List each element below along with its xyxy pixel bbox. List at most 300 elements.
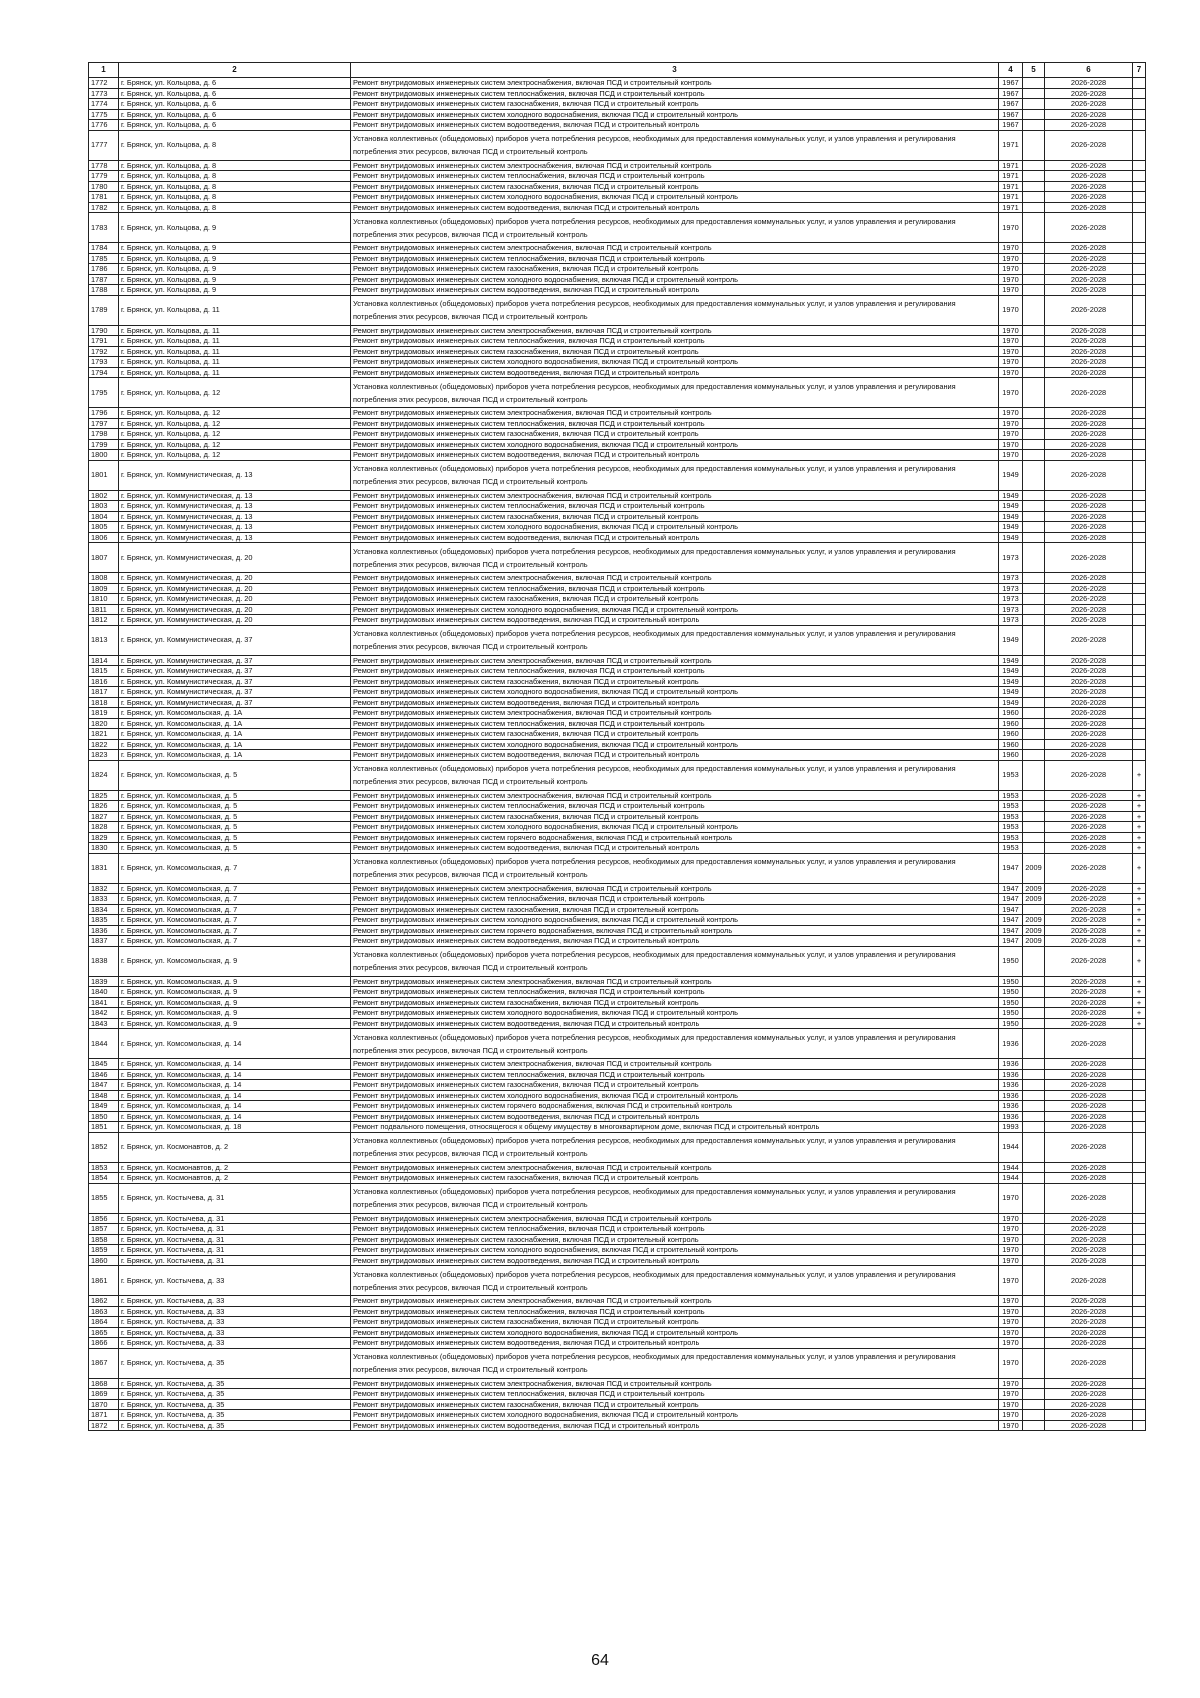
planned-period-cell: 2026-2028 <box>1045 367 1133 378</box>
work-type-cell: Ремонт внутридомовых инженерных систем электроснабжения, включая ПСД и строительный контроль <box>351 1378 999 1389</box>
last-repair-year-cell <box>1023 450 1045 461</box>
row-number-cell: 1866 <box>89 1338 119 1349</box>
build-year-cell: 1970 <box>999 1296 1023 1307</box>
work-type-cell: Ремонт внутридомовых инженерных систем водоотведения, включая ПСД и строительный контроль <box>351 750 999 761</box>
row-number-cell: 1795 <box>89 378 119 408</box>
row-number-cell: 1857 <box>89 1224 119 1235</box>
last-repair-year-cell <box>1023 336 1045 347</box>
table-row <box>89 1224 1146 1235</box>
last-repair-year-cell <box>1023 501 1045 512</box>
address-cell: г. Брянск, ул. Кольцова, д. 11 <box>119 295 351 325</box>
table-row <box>89 1234 1146 1245</box>
mark-cell <box>1133 750 1146 761</box>
last-repair-year-cell <box>1023 378 1045 408</box>
address-cell: г. Брянск, ул. Комсомольская, д. 7 <box>119 936 351 947</box>
work-type-cell: Ремонт внутридомовых инженерных систем газоснабжения, включая ПСД и строительный контроль <box>351 429 999 440</box>
mark-cell <box>1133 1378 1146 1389</box>
build-year-cell: 1953 <box>999 801 1023 812</box>
table-row <box>89 1266 1146 1296</box>
planned-period-cell: 2026-2028 <box>1045 750 1133 761</box>
build-year-cell: 1947 <box>999 925 1023 936</box>
work-type-cell: Ремонт внутридомовых инженерных систем водоотведения, включая ПСД и строительный контроль <box>351 450 999 461</box>
table-row <box>89 120 1146 131</box>
row-number-cell: 1800 <box>89 450 119 461</box>
table-row <box>89 99 1146 110</box>
mark-cell <box>1133 697 1146 708</box>
build-year-cell: 1970 <box>999 336 1023 347</box>
build-year-cell: 1949 <box>999 625 1023 655</box>
planned-period-cell: 2026-2028 <box>1045 936 1133 947</box>
table-row <box>89 729 1146 740</box>
mark-cell: + <box>1133 1008 1146 1019</box>
table-row <box>89 904 1146 915</box>
last-repair-year-cell <box>1023 1018 1045 1029</box>
row-number-cell: 1841 <box>89 997 119 1008</box>
mark-cell <box>1133 1029 1146 1059</box>
work-type-cell: Ремонт внутридомовых инженерных систем теплоснабжения, включая ПСД и строительный контроль <box>351 418 999 429</box>
mark-cell <box>1133 450 1146 461</box>
address-cell: г. Брянск, ул. Комсомольская, д. 1А <box>119 739 351 750</box>
planned-period-cell: 2026-2028 <box>1045 853 1133 883</box>
planned-period-cell: 2026-2028 <box>1045 894 1133 905</box>
row-number-cell: 1851 <box>89 1122 119 1133</box>
mark-cell <box>1133 1410 1146 1421</box>
build-year-cell: 1949 <box>999 522 1023 533</box>
work-type-cell: Ремонт внутридомовых инженерных систем водоотведения, включая ПСД и строительный контроль <box>351 285 999 296</box>
work-type-cell: Ремонт внутридомовых инженерных систем газоснабжения, включая ПСД и строительный контроль <box>351 181 999 192</box>
row-number-cell: 1796 <box>89 408 119 419</box>
last-repair-year-cell <box>1023 1410 1045 1421</box>
address-cell: г. Брянск, ул. Кольцова, д. 6 <box>119 88 351 99</box>
address-cell: г. Брянск, ул. Комсомольская, д. 1А <box>119 718 351 729</box>
mark-cell <box>1133 1255 1146 1266</box>
address-cell: г. Брянск, ул. Космонавтов, д. 2 <box>119 1162 351 1173</box>
planned-period-cell: 2026-2028 <box>1045 1317 1133 1328</box>
planned-period-cell: 2026-2028 <box>1045 1296 1133 1307</box>
last-repair-year-cell <box>1023 1213 1045 1224</box>
work-type-cell: Ремонт внутридомовых инженерных систем электроснабжения, включая ПСД и строительный контроль <box>351 1162 999 1173</box>
last-repair-year-cell <box>1023 760 1045 790</box>
mark-cell <box>1133 1420 1146 1431</box>
row-number-cell: 1865 <box>89 1327 119 1338</box>
last-repair-year-cell <box>1023 522 1045 533</box>
table-row <box>89 1213 1146 1224</box>
address-cell: г. Брянск, ул. Коммунистическая, д. 37 <box>119 655 351 666</box>
build-year-cell: 1971 <box>999 171 1023 182</box>
planned-period-cell: 2026-2028 <box>1045 274 1133 285</box>
mark-cell <box>1133 1122 1146 1133</box>
row-number-cell: 1817 <box>89 687 119 698</box>
work-type-cell: Ремонт внутридомовых инженерных систем электроснабжения, включая ПСД и строительный контроль <box>351 490 999 501</box>
row-number-cell: 1804 <box>89 511 119 522</box>
work-type-cell: Ремонт внутридомовых инженерных систем водоотведения, включая ПСД и строительный контроль <box>351 1420 999 1431</box>
planned-period-cell: 2026-2028 <box>1045 976 1133 987</box>
build-year-cell: 1967 <box>999 109 1023 120</box>
planned-period-cell: 2026-2028 <box>1045 1090 1133 1101</box>
mark-cell: + <box>1133 976 1146 987</box>
row-number-cell: 1852 <box>89 1132 119 1162</box>
address-cell: г. Брянск, ул. Коммунистическая, д. 13 <box>119 511 351 522</box>
build-year-cell: 1970 <box>999 1234 1023 1245</box>
build-year-cell: 1967 <box>999 88 1023 99</box>
row-number-cell: 1870 <box>89 1399 119 1410</box>
row-number-cell: 1867 <box>89 1348 119 1378</box>
work-type-cell: Ремонт внутридомовых инженерных систем газоснабжения, включая ПСД и строительный контроль <box>351 264 999 275</box>
work-type-cell: Установка коллективных (общедомовых) приборов учета потребления ресурсов, необходимых для предоставления коммунальных услуг, и узлов управления и регулирования потребления этих ресурсов, включая ПСД и строительный контроль <box>351 760 999 790</box>
planned-period-cell: 2026-2028 <box>1045 1111 1133 1122</box>
work-type-cell: Ремонт внутридомовых инженерных систем холодного водоснабжения, включая ПСД и строительный контроль <box>351 604 999 615</box>
row-number-cell: 1782 <box>89 202 119 213</box>
table-row <box>89 708 1146 719</box>
mark-cell <box>1133 1162 1146 1173</box>
planned-period-cell: 2026-2028 <box>1045 883 1133 894</box>
mark-cell <box>1133 274 1146 285</box>
planned-period-cell: 2026-2028 <box>1045 418 1133 429</box>
mark-cell <box>1133 666 1146 677</box>
mark-cell <box>1133 511 1146 522</box>
table-row <box>89 460 1146 490</box>
mark-cell <box>1133 1224 1146 1235</box>
planned-period-cell: 2026-2028 <box>1045 708 1133 719</box>
work-type-cell: Ремонт внутридомовых инженерных систем электроснабжения, включая ПСД и строительный контроль <box>351 883 999 894</box>
row-number-cell: 1820 <box>89 718 119 729</box>
work-type-cell: Ремонт внутридомовых инженерных систем газоснабжения, включая ПСД и строительный контроль <box>351 1080 999 1091</box>
build-year-cell: 1973 <box>999 583 1023 594</box>
mark-cell <box>1133 429 1146 440</box>
build-year-cell: 1970 <box>999 418 1023 429</box>
table-row <box>89 843 1146 854</box>
planned-period-cell: 2026-2028 <box>1045 295 1133 325</box>
mark-cell: + <box>1133 790 1146 801</box>
table-row <box>89 718 1146 729</box>
work-type-cell: Установка коллективных (общедомовых) приборов учета потребления ресурсов, необходимых для предоставления коммунальных услуг, и узлов управления и регулирования потребления этих ресурсов, включая ПСД и строительный контроль <box>351 130 999 160</box>
build-year-cell: 1950 <box>999 997 1023 1008</box>
work-type-cell: Ремонт внутридомовых инженерных систем газоснабжения, включая ПСД и строительный контроль <box>351 729 999 740</box>
planned-period-cell: 2026-2028 <box>1045 1183 1133 1213</box>
row-number-cell: 1868 <box>89 1378 119 1389</box>
table-row <box>89 78 1146 89</box>
work-type-cell: Ремонт внутридомовых инженерных систем электроснабжения, включая ПСД и строительный контроль <box>351 976 999 987</box>
work-type-cell: Установка коллективных (общедомовых) приборов учета потребления ресурсов, необходимых для предоставления коммунальных услуг, и узлов управления и регулирования потребления этих ресурсов, включая ПСД и строительный контроль <box>351 1183 999 1213</box>
mark-cell <box>1133 1317 1146 1328</box>
planned-period-cell: 2026-2028 <box>1045 1101 1133 1112</box>
work-type-cell: Ремонт внутридомовых инженерных систем газоснабжения, включая ПСД и строительный контроль <box>351 594 999 605</box>
planned-period-cell: 2026-2028 <box>1045 1069 1133 1080</box>
address-cell: г. Брянск, ул. Костычева, д. 33 <box>119 1306 351 1317</box>
table-row <box>89 130 1146 160</box>
planned-period-cell: 2026-2028 <box>1045 501 1133 512</box>
row-number-cell: 1831 <box>89 853 119 883</box>
build-year-cell: 1971 <box>999 130 1023 160</box>
table-row <box>89 1327 1146 1338</box>
planned-period-cell: 2026-2028 <box>1045 336 1133 347</box>
address-cell: г. Брянск, ул. Кольцова, д. 12 <box>119 439 351 450</box>
address-cell: г. Брянск, ул. Космонавтов, д. 2 <box>119 1173 351 1184</box>
planned-period-cell: 2026-2028 <box>1045 655 1133 666</box>
address-cell: г. Брянск, ул. Кольцова, д. 11 <box>119 336 351 347</box>
last-repair-year-cell <box>1023 264 1045 275</box>
mark-cell <box>1133 1173 1146 1184</box>
last-repair-year-cell <box>1023 697 1045 708</box>
address-cell: г. Брянск, ул. Коммунистическая, д. 20 <box>119 615 351 626</box>
work-type-cell: Ремонт внутридомовых инженерных систем газоснабжения, включая ПСД и строительный контроль <box>351 1399 999 1410</box>
work-type-cell: Ремонт внутридомовых инженерных систем водоотведения, включая ПСД и строительный контроль <box>351 615 999 626</box>
last-repair-year-cell <box>1023 1090 1045 1101</box>
planned-period-cell: 2026-2028 <box>1045 729 1133 740</box>
planned-period-cell: 2026-2028 <box>1045 832 1133 843</box>
build-year-cell: 1970 <box>999 357 1023 368</box>
last-repair-year-cell: 2009 <box>1023 936 1045 947</box>
row-number-cell: 1788 <box>89 285 119 296</box>
address-cell: г. Брянск, ул. Комсомольская, д. 1А <box>119 750 351 761</box>
row-number-cell: 1872 <box>89 1420 119 1431</box>
work-type-cell: Ремонт внутридомовых инженерных систем холодного водоснабжения, включая ПСД и строительный контроль <box>351 1327 999 1338</box>
build-year-cell: 1967 <box>999 120 1023 131</box>
planned-period-cell: 2026-2028 <box>1045 1327 1133 1338</box>
planned-period-cell: 2026-2028 <box>1045 490 1133 501</box>
row-number-cell: 1825 <box>89 790 119 801</box>
row-number-cell: 1809 <box>89 583 119 594</box>
work-type-cell: Ремонт внутридомовых инженерных систем теплоснабжения, включая ПСД и строительный контроль <box>351 987 999 998</box>
table-row <box>89 1080 1146 1091</box>
planned-period-cell: 2026-2028 <box>1045 346 1133 357</box>
address-cell: г. Брянск, ул. Космонавтов, д. 2 <box>119 1132 351 1162</box>
build-year-cell: 1949 <box>999 687 1023 698</box>
address-cell: г. Брянск, ул. Костычева, д. 35 <box>119 1389 351 1400</box>
table-row <box>89 253 1146 264</box>
mark-cell <box>1133 1213 1146 1224</box>
mark-cell: + <box>1133 883 1146 894</box>
last-repair-year-cell <box>1023 192 1045 203</box>
row-number-cell: 1856 <box>89 1213 119 1224</box>
last-repair-year-cell <box>1023 274 1045 285</box>
work-type-cell: Ремонт внутридомовых инженерных систем электроснабжения, включая ПСД и строительный контроль <box>351 160 999 171</box>
planned-period-cell: 2026-2028 <box>1045 760 1133 790</box>
table-row <box>89 925 1146 936</box>
mark-cell: + <box>1133 915 1146 926</box>
mark-cell <box>1133 367 1146 378</box>
mark-cell <box>1133 625 1146 655</box>
build-year-cell: 1936 <box>999 1029 1023 1059</box>
build-year-cell: 1936 <box>999 1090 1023 1101</box>
mark-cell <box>1133 130 1146 160</box>
last-repair-year-cell <box>1023 439 1045 450</box>
build-year-cell: 1947 <box>999 853 1023 883</box>
table-row <box>89 295 1146 325</box>
last-repair-year-cell <box>1023 1255 1045 1266</box>
work-type-cell: Ремонт внутридомовых инженерных систем газоснабжения, включая ПСД и строительный контроль <box>351 1317 999 1328</box>
row-number-cell: 1849 <box>89 1101 119 1112</box>
build-year-cell: 1947 <box>999 883 1023 894</box>
row-number-cell: 1801 <box>89 460 119 490</box>
row-number-cell: 1778 <box>89 160 119 171</box>
planned-period-cell: 2026-2028 <box>1045 109 1133 120</box>
last-repair-year-cell <box>1023 130 1045 160</box>
last-repair-year-cell <box>1023 460 1045 490</box>
last-repair-year-cell <box>1023 367 1045 378</box>
row-number-cell: 1774 <box>89 99 119 110</box>
address-cell: г. Брянск, ул. Комсомольская, д. 7 <box>119 853 351 883</box>
planned-period-cell: 2026-2028 <box>1045 543 1133 573</box>
address-cell: г. Брянск, ул. Костычева, д. 31 <box>119 1245 351 1256</box>
table-row <box>89 1059 1146 1070</box>
work-type-cell: Ремонт внутридомовых инженерных систем теплоснабжения, включая ПСД и строительный контроль <box>351 894 999 905</box>
last-repair-year-cell <box>1023 1111 1045 1122</box>
address-cell: г. Брянск, ул. Костычева, д. 33 <box>119 1266 351 1296</box>
address-cell: г. Брянск, ул. Комсомольская, д. 9 <box>119 1008 351 1019</box>
address-cell: г. Брянск, ул. Кольцова, д. 12 <box>119 408 351 419</box>
last-repair-year-cell: 2009 <box>1023 883 1045 894</box>
row-number-cell: 1790 <box>89 325 119 336</box>
table-row <box>89 357 1146 368</box>
address-cell: г. Брянск, ул. Комсомольская, д. 14 <box>119 1080 351 1091</box>
work-type-cell: Ремонт внутридомовых инженерных систем холодного водоснабжения, включая ПСД и строительный контроль <box>351 822 999 833</box>
planned-period-cell: 2026-2028 <box>1045 1378 1133 1389</box>
planned-period-cell: 2026-2028 <box>1045 904 1133 915</box>
row-number-cell: 1859 <box>89 1245 119 1256</box>
last-repair-year-cell <box>1023 357 1045 368</box>
planned-period-cell: 2026-2028 <box>1045 583 1133 594</box>
table-row <box>89 594 1146 605</box>
row-number-cell: 1842 <box>89 1008 119 1019</box>
address-cell: г. Брянск, ул. Коммунистическая, д. 13 <box>119 532 351 543</box>
planned-period-cell: 2026-2028 <box>1045 408 1133 419</box>
work-type-cell: Ремонт внутридомовых инженерных систем электроснабжения, включая ПСД и строительный контроль <box>351 1296 999 1307</box>
row-number-cell: 1786 <box>89 264 119 275</box>
work-type-cell: Ремонт внутридомовых инженерных систем электроснабжения, включая ПСД и строительный контроль <box>351 708 999 719</box>
mark-cell: + <box>1133 925 1146 936</box>
table-row <box>89 202 1146 213</box>
address-cell: г. Брянск, ул. Комсомольская, д. 9 <box>119 976 351 987</box>
work-type-cell: Ремонт внутридомовых инженерных систем водоотведения, включая ПСД и строительный контроль <box>351 1018 999 1029</box>
row-number-cell: 1799 <box>89 439 119 450</box>
address-cell: г. Брянск, ул. Кольцова, д. 6 <box>119 78 351 89</box>
address-cell: г. Брянск, ул. Коммунистическая, д. 37 <box>119 625 351 655</box>
table-row <box>89 522 1146 533</box>
work-type-cell: Установка коллективных (общедомовых) приборов учета потребления ресурсов, необходимых для предоставления коммунальных услуг, и узлов управления и регулирования потребления этих ресурсов, включая ПСД и строительный контроль <box>351 543 999 573</box>
mark-cell: + <box>1133 811 1146 822</box>
mark-cell <box>1133 1266 1146 1296</box>
mark-cell <box>1133 460 1146 490</box>
table-row <box>89 687 1146 698</box>
planned-period-cell: 2026-2028 <box>1045 429 1133 440</box>
build-year-cell: 1950 <box>999 987 1023 998</box>
planned-period-cell: 2026-2028 <box>1045 925 1133 936</box>
last-repair-year-cell <box>1023 243 1045 254</box>
build-year-cell: 1971 <box>999 160 1023 171</box>
address-cell: г. Брянск, ул. Костычева, д. 33 <box>119 1296 351 1307</box>
work-type-cell: Ремонт внутридомовых инженерных систем электроснабжения, включая ПСД и строительный контроль <box>351 790 999 801</box>
address-cell: г. Брянск, ул. Комсомольская, д. 18 <box>119 1122 351 1133</box>
table-row <box>89 1348 1146 1378</box>
address-cell: г. Брянск, ул. Комсомольская, д. 5 <box>119 790 351 801</box>
row-number-cell: 1819 <box>89 708 119 719</box>
mark-cell <box>1133 264 1146 275</box>
address-cell: г. Брянск, ул. Комсомольская, д. 14 <box>119 1029 351 1059</box>
build-year-cell: 1949 <box>999 532 1023 543</box>
last-repair-year-cell <box>1023 285 1045 296</box>
row-number-cell: 1773 <box>89 88 119 99</box>
planned-period-cell: 2026-2028 <box>1045 1018 1133 1029</box>
planned-period-cell: 2026-2028 <box>1045 739 1133 750</box>
mark-cell <box>1133 739 1146 750</box>
build-year-cell: 1953 <box>999 843 1023 854</box>
table-row <box>89 615 1146 626</box>
row-number-cell: 1816 <box>89 676 119 687</box>
table-row <box>89 450 1146 461</box>
last-repair-year-cell <box>1023 1080 1045 1091</box>
build-year-cell: 1947 <box>999 915 1023 926</box>
address-cell: г. Брянск, ул. Костычева, д. 33 <box>119 1327 351 1338</box>
build-year-cell: 1960 <box>999 729 1023 740</box>
address-cell: г. Брянск, ул. Кольцова, д. 9 <box>119 213 351 243</box>
mark-cell <box>1133 408 1146 419</box>
address-cell: г. Брянск, ул. Коммунистическая, д. 20 <box>119 604 351 615</box>
mark-cell <box>1133 1306 1146 1317</box>
table-row <box>89 1122 1146 1133</box>
build-year-cell: 1950 <box>999 976 1023 987</box>
address-cell: г. Брянск, ул. Комсомольская, д. 9 <box>119 987 351 998</box>
table-row <box>89 1101 1146 1112</box>
mark-cell <box>1133 1183 1146 1213</box>
table-row <box>89 655 1146 666</box>
table-row <box>89 1018 1146 1029</box>
address-cell: г. Брянск, ул. Коммунистическая, д. 20 <box>119 573 351 584</box>
row-number-cell: 1812 <box>89 615 119 626</box>
work-type-cell: Ремонт внутридомовых инженерных систем электроснабжения, включая ПСД и строительный контроль <box>351 78 999 89</box>
work-type-cell: Ремонт внутридомовых инженерных систем водоотведения, включая ПСД и строительный контроль <box>351 1111 999 1122</box>
table-row <box>89 1338 1146 1349</box>
build-year-cell: 1973 <box>999 604 1023 615</box>
row-number-cell: 1869 <box>89 1389 119 1400</box>
last-repair-year-cell <box>1023 822 1045 833</box>
row-number-cell: 1784 <box>89 243 119 254</box>
planned-period-cell: 2026-2028 <box>1045 160 1133 171</box>
build-year-cell: 1970 <box>999 264 1023 275</box>
mark-cell <box>1133 295 1146 325</box>
last-repair-year-cell <box>1023 99 1045 110</box>
table-row <box>89 604 1146 615</box>
build-year-cell: 1949 <box>999 511 1023 522</box>
last-repair-year-cell <box>1023 832 1045 843</box>
work-type-cell: Ремонт внутридомовых инженерных систем холодного водоснабжения, включая ПСД и строительный контроль <box>351 522 999 533</box>
mark-cell <box>1133 615 1146 626</box>
row-number-cell: 1843 <box>89 1018 119 1029</box>
row-number-cell: 1829 <box>89 832 119 843</box>
address-cell: г. Брянск, ул. Коммунистическая, д. 13 <box>119 490 351 501</box>
last-repair-year-cell <box>1023 1266 1045 1296</box>
planned-period-cell: 2026-2028 <box>1045 1029 1133 1059</box>
work-type-cell: Ремонт внутридомовых инженерных систем водоотведения, включая ПСД и строительный контроль <box>351 843 999 854</box>
build-year-cell: 1949 <box>999 666 1023 677</box>
mark-cell <box>1133 202 1146 213</box>
work-type-cell: Ремонт внутридомовых инженерных систем теплоснабжения, включая ПСД и строительный контроль <box>351 1224 999 1235</box>
mark-cell <box>1133 543 1146 573</box>
mark-cell <box>1133 522 1146 533</box>
build-year-cell: 1993 <box>999 1122 1023 1133</box>
last-repair-year-cell <box>1023 573 1045 584</box>
mark-cell: + <box>1133 853 1146 883</box>
mark-cell: + <box>1133 987 1146 998</box>
row-number-cell: 1780 <box>89 181 119 192</box>
mark-cell <box>1133 285 1146 296</box>
planned-period-cell: 2026-2028 <box>1045 1245 1133 1256</box>
work-type-cell: Ремонт внутридомовых инженерных систем газоснабжения, включая ПСД и строительный контроль <box>351 511 999 522</box>
table-row <box>89 160 1146 171</box>
table-row <box>89 894 1146 905</box>
address-cell: г. Брянск, ул. Кольцова, д. 8 <box>119 160 351 171</box>
last-repair-year-cell <box>1023 1296 1045 1307</box>
